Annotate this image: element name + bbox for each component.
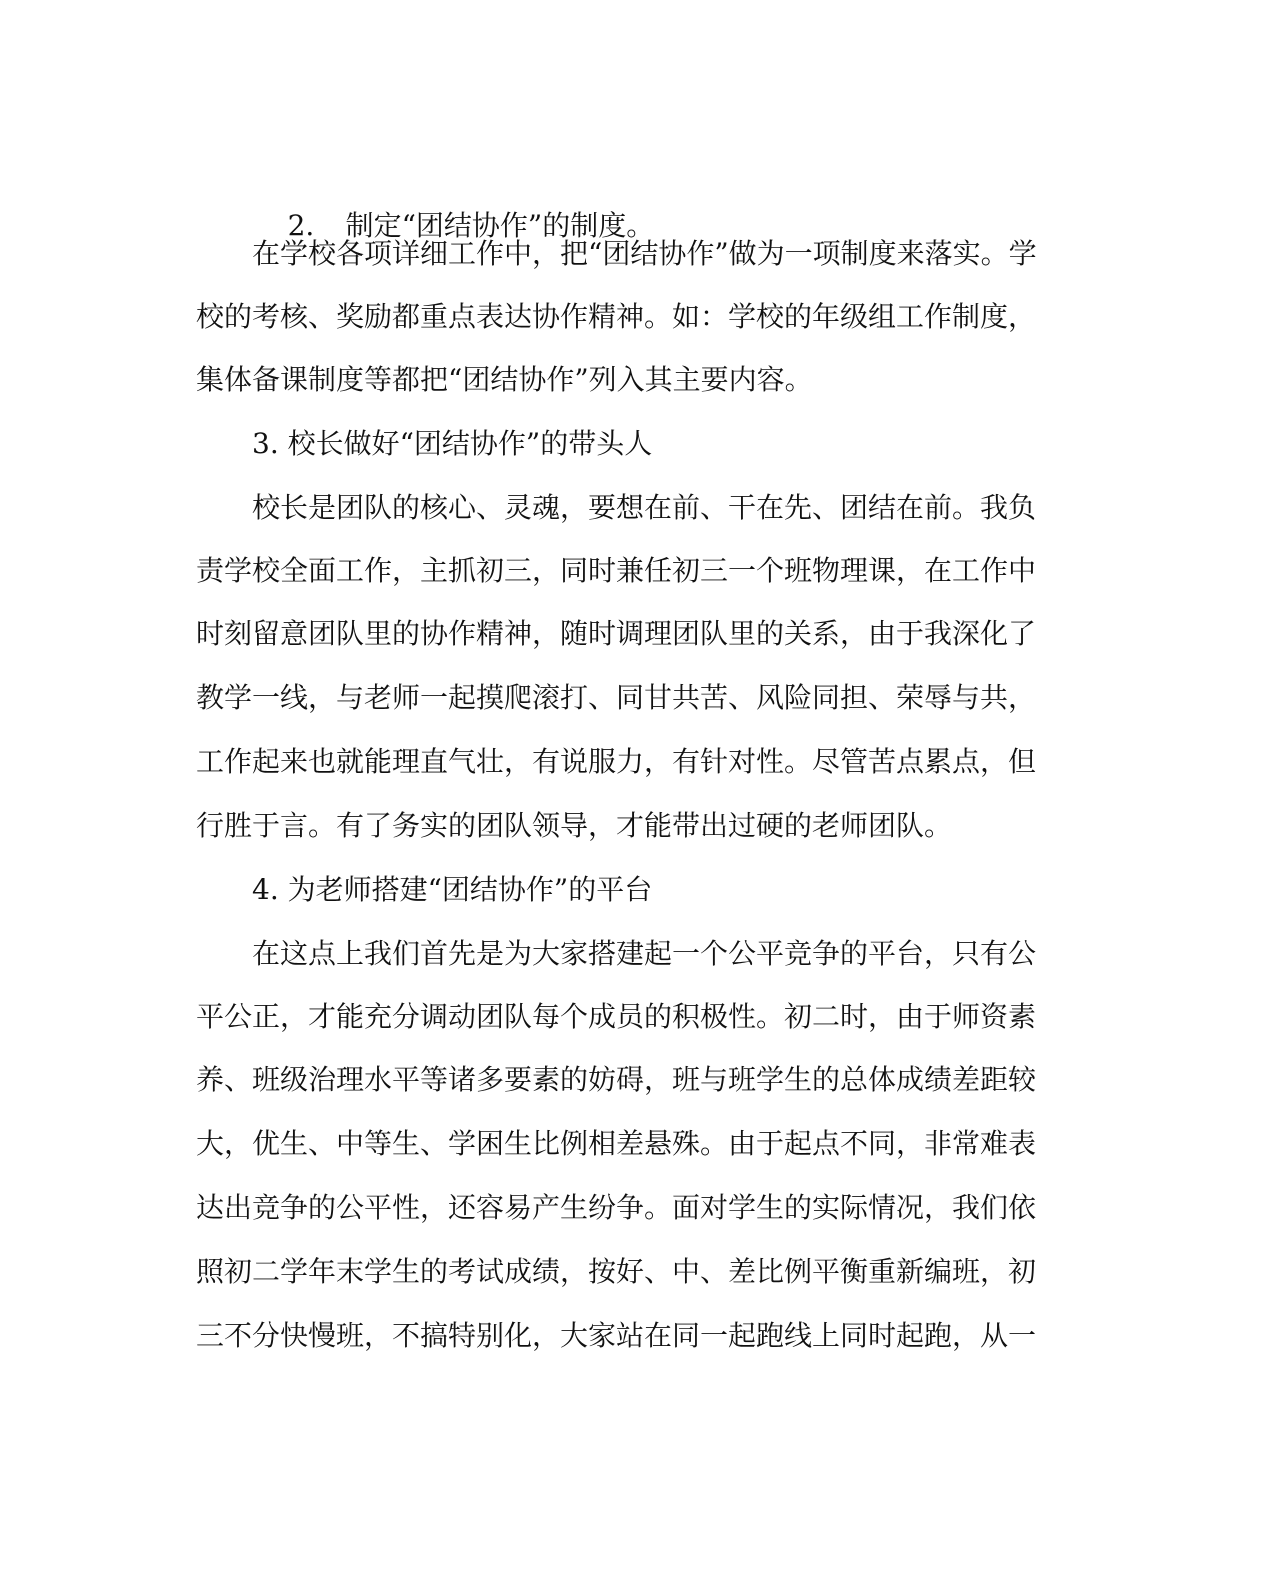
paragraph-line: 校的考核、奖励都重点表达协作精神。如：学校的年级组工作制度， [196,300,1037,333]
paragraph-line: 工作起来也就能理直气壮，有说服力，有针对性。尽管苦点累点，但 [196,745,1037,778]
paragraph-line: 平公正，才能充分调动团队每个成员的积极性。初二时，由于师资素 [196,1000,1037,1033]
paragraph-line: 达出竞争的公平性，还容易产生纷争。面对学生的实际情况，我们依 [196,1191,1037,1224]
paragraph-line: 养、班级治理水平等诸多要素的妨碍，班与班学生的总体成绩差距较 [196,1063,1037,1096]
heading-text: 制定“团结协作”的制度。 [345,209,655,242]
heading-item-3: 3. 校长做好“团结协作”的带头人 [252,427,653,460]
heading-item-4: 4. 为老师搭建“团结协作”的平台 [252,873,653,906]
paragraph-line: 责学校全面工作，主抓初三，同时兼任初三一个班物理课，在工作中 [196,554,1037,587]
paragraph-line: 在学校各项详细工作中，把“团结协作”做为一项制度来落实。学 [252,237,1037,270]
heading-item-2 [252,172,1132,242]
paragraph-line: 行胜于言。有了务实的团队领导，才能带出过硬的老师团队。 [196,809,953,842]
paragraph-line: 照初二学年末学生的考试成绩，按好、中、差比例平衡重新编班，初 [196,1255,1037,1288]
heading-number: 2. [287,209,315,242]
paragraph-line: 校长是团队的核心、灵魂，要想在前、干在先、团结在前。我负 [252,491,1037,524]
paragraph-line: 集体备课制度等都把“团结协作”列入其主要内容。 [196,363,813,396]
paragraph-line: 大，优生、中等生、学困生比例相差悬殊。由于起点不同，非常难表 [196,1127,1037,1160]
paragraph-line: 教学一线，与老师一起摸爬滚打、同甘共苦、风险同担、荣辱与共， [196,681,1037,714]
paragraph-line: 三不分快慢班，不搞特别化，大家站在同一起跑线上同时起跑，从一 [196,1319,1037,1352]
paragraph-line: 时刻留意团队里的协作精神，随时调理团队里的关系，由于我深化了 [196,617,1037,650]
paragraph-line: 在这点上我们首先是为大家搭建起一个公平竞争的平台，只有公 [252,937,1037,970]
